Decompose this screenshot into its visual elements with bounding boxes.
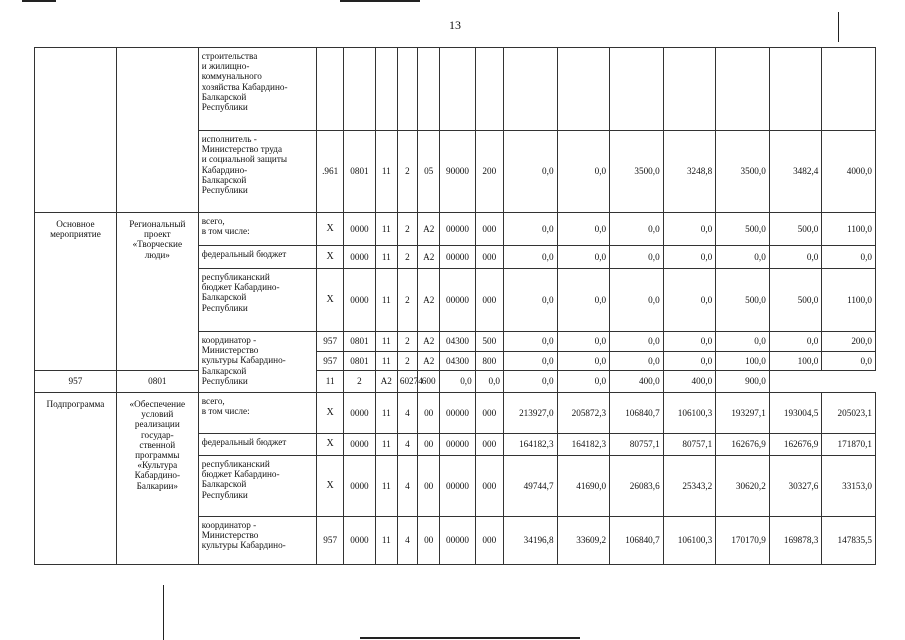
table-cell: 0,0 [475, 371, 503, 393]
table-cell: 00000 [440, 456, 475, 517]
table-cell: 0000 [344, 213, 375, 246]
table-cell: 957 [35, 371, 117, 393]
table-cell: 193004,5 [769, 393, 822, 434]
table-cell: федеральный бюджет [198, 434, 316, 456]
table-cell: 0000 [344, 246, 375, 269]
table-cell: Х [317, 434, 344, 456]
table-cell [610, 48, 664, 131]
table-cell: 2 [397, 213, 417, 246]
table-cell: 11 [375, 246, 397, 269]
table-cell: 500 [475, 332, 503, 352]
table-cell: 0000 [344, 269, 375, 332]
table-cell: 400,0 [610, 371, 664, 393]
table-cell: 00000 [440, 517, 475, 565]
table-cell: 200 [475, 131, 503, 213]
table-cell: координатор - Министерство культуры Кабардино- [198, 517, 316, 565]
table-cell: 0000 [344, 393, 375, 434]
table-cell: 000 [475, 213, 503, 246]
table-cell: 49744,7 [503, 456, 557, 517]
table-cell: 193297,1 [716, 393, 770, 434]
table-cell: 2 [397, 269, 417, 332]
table-cell: 11 [375, 131, 397, 213]
page-number: 13 [449, 18, 461, 32]
table-cell: 2 [397, 131, 417, 213]
table-cell: 000 [475, 393, 503, 434]
table-cell: 0,0 [503, 352, 557, 371]
table-cell: 0,0 [663, 269, 716, 332]
table-cell [375, 48, 397, 131]
table-cell [716, 48, 770, 131]
table-cell: Х [317, 393, 344, 434]
table-cell: 0,0 [557, 213, 610, 246]
table-cell: 169878,3 [769, 517, 822, 565]
table-cell: 000 [475, 269, 503, 332]
table-cell: Х [317, 269, 344, 332]
table-cell: 213927,0 [503, 393, 557, 434]
table-cell: 500,0 [769, 269, 822, 332]
table-cell: 04300 [440, 352, 475, 371]
table-cell: Х [317, 456, 344, 517]
table-cell: 00 [418, 434, 440, 456]
table-cell: 0,0 [610, 332, 664, 352]
table-cell: А2 [418, 332, 440, 352]
table-cell: 0801 [344, 131, 375, 213]
table-cell: 2 [397, 352, 417, 371]
table-cell: 0,0 [822, 352, 876, 371]
table-cell: 3500,0 [716, 131, 770, 213]
table-cell: 0,0 [769, 246, 822, 269]
table-cell: 0,0 [769, 332, 822, 352]
table-cell: .961 [317, 131, 344, 213]
table-cell: 41690,0 [557, 456, 610, 517]
table-cell: 957 [317, 352, 344, 371]
table-cell [822, 48, 876, 131]
table-cell: 00 [418, 517, 440, 565]
table-cell: 00000 [440, 213, 475, 246]
table-cell: 11 [375, 456, 397, 517]
table-cell: Региональный проект «Творческие люди» [116, 213, 198, 371]
table-cell: 0801 [344, 352, 375, 371]
table-cell: 00000 [440, 246, 475, 269]
table-cell: 0000 [344, 434, 375, 456]
table-cell: 0,0 [503, 371, 557, 393]
table-cell: 30327,6 [769, 456, 822, 517]
table-cell: 11 [375, 517, 397, 565]
table-cell: 34196,8 [503, 517, 557, 565]
table-cell: 0801 [344, 332, 375, 352]
table-cell: 0,0 [610, 246, 664, 269]
table-cell: 106840,7 [610, 393, 664, 434]
table-cell: 4 [397, 456, 417, 517]
table-cell: 0,0 [822, 246, 876, 269]
table-cell: 33153,0 [822, 456, 876, 517]
table-cell: 100,0 [716, 352, 770, 371]
table-cell: 1100,0 [822, 213, 876, 246]
table-cell: 00000 [440, 269, 475, 332]
table-cell: 162676,9 [769, 434, 822, 456]
table-cell: 205023,1 [822, 393, 876, 434]
table-cell: 11 [375, 352, 397, 371]
table-cell: 0,0 [557, 352, 610, 371]
table-cell: 000 [475, 246, 503, 269]
table-cell: «Обеспечение условий реализации государ- ственной программы «Культура Кабардино- Балкарии» [116, 393, 198, 565]
table-cell: 1100,0 [822, 269, 876, 332]
table-cell: 90000 [440, 131, 475, 213]
table-cell: 205872,3 [557, 393, 610, 434]
table-cell: 0,0 [503, 269, 557, 332]
table-cell: 4000,0 [822, 131, 876, 213]
table-cell: 0,0 [663, 352, 716, 371]
table-cell: А2 [375, 371, 397, 393]
budget-table [34, 47, 876, 565]
scan-mark-left-rule [163, 585, 164, 640]
table-cell: 04300 [440, 332, 475, 352]
table-cell: 171870,1 [822, 434, 876, 456]
table-cell: 80757,1 [610, 434, 664, 456]
table-cell: всего, в том числе: [198, 213, 316, 246]
table-cell: 0,0 [503, 246, 557, 269]
table-cell: 900,0 [716, 371, 770, 393]
table-cell: А2 [418, 246, 440, 269]
table-row [35, 48, 876, 131]
table-cell [440, 48, 475, 131]
table-cell: 11 [375, 332, 397, 352]
table-cell: 0,0 [610, 269, 664, 332]
table-cell: Х [317, 213, 344, 246]
table-cell: 0,0 [663, 213, 716, 246]
table-cell: Подпрограмма [35, 393, 117, 565]
table-cell: 106100,3 [663, 393, 716, 434]
table-cell: 11 [317, 371, 344, 393]
table-cell: 000 [475, 434, 503, 456]
table-cell: 000 [475, 517, 503, 565]
table-cell: 3248,8 [663, 131, 716, 213]
table-cell: 0,0 [716, 332, 770, 352]
table-cell: 0,0 [610, 352, 664, 371]
table-cell: 11 [375, 434, 397, 456]
table-cell: 162676,9 [716, 434, 770, 456]
table-cell: 957 [317, 517, 344, 565]
scan-mark-right-edge [838, 12, 839, 42]
table-cell: координатор - Министерство культуры Кабардино- Балкарской Республики [198, 332, 316, 393]
table-cell: 11 [375, 269, 397, 332]
table-cell [397, 48, 417, 131]
table-cell: 164182,3 [503, 434, 557, 456]
table-cell: 400,0 [663, 371, 716, 393]
scan-mark-top-center [340, 0, 420, 2]
table-cell: Основное мероприятие [35, 213, 117, 371]
table-cell: 33609,2 [557, 517, 610, 565]
table-cell: строительства и жилищно- коммунального хозяйства Кабардино- Балкарской Республики [198, 48, 316, 131]
table-cell: 800 [475, 352, 503, 371]
table-cell [557, 48, 610, 131]
table-cell: 26083,6 [610, 456, 664, 517]
table-cell: 0,0 [503, 332, 557, 352]
scan-mark-top-left [22, 0, 56, 2]
table-cell [663, 48, 716, 131]
table-cell: федеральный бюджет [198, 246, 316, 269]
table-cell: 11 [375, 213, 397, 246]
table-cell: исполнитель - Министерство труда и социальной защиты Кабардино- Балкарской Республики [198, 131, 316, 213]
table-cell: 0,0 [503, 131, 557, 213]
table-cell: 0801 [116, 371, 198, 393]
table-cell: 30620,2 [716, 456, 770, 517]
table-cell: 200,0 [822, 332, 876, 352]
table-cell: 0,0 [716, 246, 770, 269]
table-cell: 600 [418, 371, 440, 393]
table-cell: Х [317, 246, 344, 269]
table-row [35, 393, 876, 434]
table-cell: 0,0 [663, 332, 716, 352]
table-cell: 00 [418, 456, 440, 517]
table-cell [475, 48, 503, 131]
table-cell: 2 [397, 246, 417, 269]
table-cell [769, 48, 822, 131]
table-cell: 170170,9 [716, 517, 770, 565]
table-cell [344, 48, 375, 131]
table-cell: всего, в том числе: [198, 393, 316, 434]
table-cell: А2 [418, 352, 440, 371]
table-cell: 80757,1 [663, 434, 716, 456]
table-cell: 000 [475, 456, 503, 517]
table-cell: республиканский бюджет Кабардино- Балкарской Республики [198, 456, 316, 517]
table-row [35, 371, 876, 393]
budget-table-body [35, 48, 876, 565]
table-cell: 0000 [344, 517, 375, 565]
table-cell: 164182,3 [557, 434, 610, 456]
table-cell: 4 [397, 517, 417, 565]
table-cell: республиканский бюджет Кабардино- Балкарской Республики [198, 269, 316, 332]
table-cell: 0,0 [663, 246, 716, 269]
table-cell: 00 [418, 393, 440, 434]
table-cell: 05 [418, 131, 440, 213]
table-cell: 2 [344, 371, 375, 393]
scan-mark-bottom-center [360, 637, 580, 639]
table-cell: 2 [397, 332, 417, 352]
table-cell: 4 [397, 434, 417, 456]
table-cell [503, 48, 557, 131]
table-cell: 0,0 [557, 269, 610, 332]
table-cell: 00000 [440, 434, 475, 456]
table-cell [35, 48, 117, 213]
table-row [35, 213, 876, 246]
table-cell: 500,0 [716, 269, 770, 332]
table-cell: А2 [418, 269, 440, 332]
table-cell [317, 48, 344, 131]
table-cell [418, 48, 440, 131]
table-cell: 3482,4 [769, 131, 822, 213]
table-cell: 4 [397, 393, 417, 434]
table-cell: 147835,5 [822, 517, 876, 565]
table-cell: 0,0 [557, 332, 610, 352]
table-cell: 0,0 [557, 246, 610, 269]
table-cell: А2 [418, 213, 440, 246]
table-cell: 957 [317, 332, 344, 352]
table-cell: 500,0 [716, 213, 770, 246]
table-cell: 0,0 [503, 213, 557, 246]
table-cell: 106100,3 [663, 517, 716, 565]
table-cell: 0,0 [557, 131, 610, 213]
table-cell: 0000 [344, 456, 375, 517]
table-cell: 0,0 [557, 371, 610, 393]
table-cell: 106840,7 [610, 517, 664, 565]
table-cell: 11 [375, 393, 397, 434]
table-cell: 3500,0 [610, 131, 664, 213]
table-cell: 500,0 [769, 213, 822, 246]
table-cell [116, 48, 198, 213]
table-cell: 60274 [397, 371, 417, 393]
table-cell: 100,0 [769, 352, 822, 371]
table-cell: 0,0 [440, 371, 475, 393]
table-cell: 00000 [440, 393, 475, 434]
table-cell: 25343,2 [663, 456, 716, 517]
table-cell: 0,0 [610, 213, 664, 246]
